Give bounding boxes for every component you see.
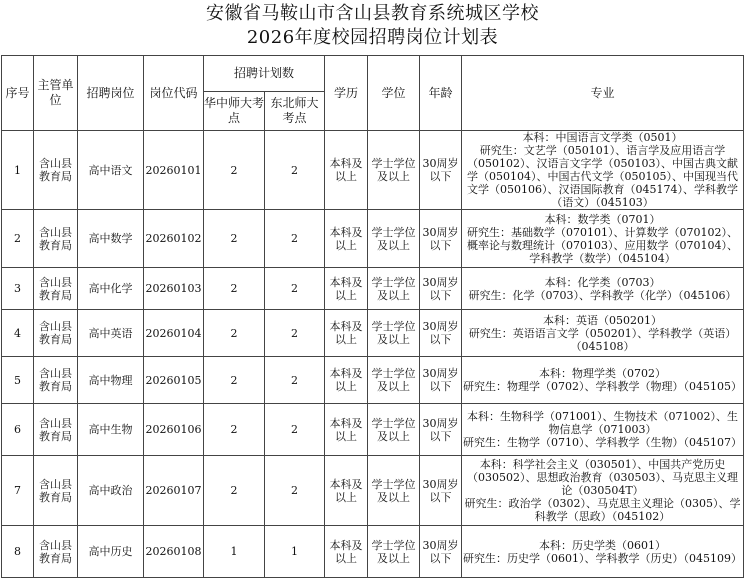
row-site-huazhong: 2: [204, 310, 265, 357]
row-education: 本科及以上: [325, 456, 368, 526]
row-age: 30周岁以下: [420, 526, 462, 578]
row-unit: 含山县教育局: [34, 456, 78, 526]
row-major: 本科：历史学类（0601） 研究生：历史学（0601）、学科教学（历史）（045109）: [462, 526, 744, 578]
row-degree: 学士学位及以上: [368, 310, 420, 357]
document-subtitle: 2026年度校园招聘岗位计划表: [246, 27, 499, 48]
header-major: 专业: [462, 56, 744, 131]
row-major: 本科：数学类（0701） 研究生：基础数学（070101）、计算数学（070102）、概率论与数理统计（070103）、应用数学（070104）、学科教学（数学）（045104）: [462, 210, 744, 268]
row-site-dongbei: 2: [265, 131, 325, 210]
row-age: 30周岁以下: [420, 310, 462, 357]
row-age: 30周岁以下: [420, 404, 462, 456]
row-degree: 学士学位及以上: [368, 268, 420, 310]
row-site-huazhong: 2: [204, 210, 265, 268]
row-education: 本科及以上: [325, 131, 368, 210]
row-code: 20260101: [144, 131, 204, 210]
row-seq: 4: [2, 310, 34, 357]
row-site-dongbei: 2: [265, 404, 325, 456]
row-unit: 含山县教育局: [34, 210, 78, 268]
table-row: [2, 268, 744, 310]
row-post: 高中化学: [78, 268, 144, 310]
row-degree: 学士学位及以上: [368, 404, 420, 456]
row-unit: 含山县教育局: [34, 268, 78, 310]
header-unit: 主管单位: [34, 56, 78, 131]
row-code: 20260107: [144, 456, 204, 526]
table-row: [2, 131, 744, 210]
row-post: 高中生物: [78, 404, 144, 456]
row-education: 本科及以上: [325, 310, 368, 357]
row-education: 本科及以上: [325, 210, 368, 268]
row-site-dongbei: 2: [265, 456, 325, 526]
table-body: [2, 131, 744, 578]
row-major: 本科：英语（050201） 研究生：英语语言文学（050201）、学科教学（英语）（045108）: [462, 310, 744, 357]
row-code: 20260108: [144, 526, 204, 578]
row-post: 高中历史: [78, 526, 144, 578]
row-post: 高中数学: [78, 210, 144, 268]
row-age: 30周岁以下: [420, 268, 462, 310]
row-seq: 2: [2, 210, 34, 268]
row-post: 高中物理: [78, 357, 144, 404]
row-site-dongbei: 2: [265, 357, 325, 404]
row-post: 高中英语: [78, 310, 144, 357]
row-post: 高中政治: [78, 456, 144, 526]
row-site-dongbei: 2: [265, 210, 325, 268]
row-site-dongbei: 2: [265, 310, 325, 357]
document-title: 安徽省马鞍山市含山县教育系统城区学校: [206, 3, 539, 24]
row-education: 本科及以上: [325, 268, 368, 310]
row-age: 30周岁以下: [420, 357, 462, 404]
row-degree: 学士学位及以上: [368, 526, 420, 578]
row-major: 本科：科学社会主义（030501）、中国共产党历史（030502）、思想政治教育（030503）、马克思主义理论（030504T） 研究生：政治学（0302）、马克思主义理论（0305）、学科教学（思政）（045102）: [462, 456, 744, 526]
header-plan: 招聘计划数: [204, 56, 325, 92]
row-degree: 学士学位及以上: [368, 131, 420, 210]
row-age: 30周岁以下: [420, 456, 462, 526]
header-site-dongbei: 东北师大考点: [265, 92, 325, 131]
table-row: [2, 357, 744, 404]
row-unit: 含山县教育局: [34, 357, 78, 404]
header-education: 学历: [325, 56, 368, 131]
row-education: 本科及以上: [325, 357, 368, 404]
header-post: 招聘岗位: [78, 56, 144, 131]
header-degree: 学位: [368, 56, 420, 131]
row-unit: 含山县教育局: [34, 310, 78, 357]
row-unit: 含山县教育局: [34, 131, 78, 210]
row-code: 20260103: [144, 268, 204, 310]
row-site-dongbei: 2: [265, 268, 325, 310]
row-code: 20260102: [144, 210, 204, 268]
header-seq: 序号: [2, 56, 34, 131]
row-education: 本科及以上: [325, 526, 368, 578]
row-post: 高中语文: [78, 131, 144, 210]
row-code: 20260106: [144, 404, 204, 456]
row-site-dongbei: 1: [265, 526, 325, 578]
row-seq: 1: [2, 131, 34, 210]
row-unit: 含山县教育局: [34, 404, 78, 456]
table-row: [2, 456, 744, 526]
row-site-huazhong: 2: [204, 357, 265, 404]
table-row: [2, 210, 744, 268]
header-age: 年龄: [420, 56, 462, 131]
row-site-huazhong: 1: [204, 526, 265, 578]
row-seq: 6: [2, 404, 34, 456]
row-education: 本科及以上: [325, 404, 368, 456]
header-site-huazhong: 华中师大考点: [204, 92, 265, 131]
recruitment-plan-table: [1, 55, 744, 578]
table-row: [2, 310, 744, 357]
header-code: 岗位代码: [144, 56, 204, 131]
row-major: 本科：中国语言文学类（0501） 研究生：文艺学（050101）、语言学及应用语言学（050102）、汉语言文字学（050103）、中国古典文献学（050104）、中国古代文学（050105）、中国现当代文学（050106）、汉语国际教育（045174）、学科教学（语文）（045103）: [462, 131, 744, 210]
row-major: 本科：化学类（0703） 研究生：化学（0703）、学科教学（化学）（045106）: [462, 268, 744, 310]
row-age: 30周岁以下: [420, 210, 462, 268]
row-degree: 学士学位及以上: [368, 357, 420, 404]
row-degree: 学士学位及以上: [368, 210, 420, 268]
table-row: [2, 404, 744, 456]
row-major: 本科：生物科学（071001）、生物技术（071002）、生物信息学（071003） 研究生：生物学（0710）、学科教学（生物）（045107）: [462, 404, 744, 456]
row-seq: 3: [2, 268, 34, 310]
row-unit: 含山县教育局: [34, 526, 78, 578]
row-major: 本科：物理学类（0702） 研究生：物理学（0702）、学科教学（物理）（045105）: [462, 357, 744, 404]
row-age: 30周岁以下: [420, 131, 462, 210]
row-seq: 5: [2, 357, 34, 404]
row-site-huazhong: 2: [204, 404, 265, 456]
row-degree: 学士学位及以上: [368, 456, 420, 526]
row-code: 20260104: [144, 310, 204, 357]
row-code: 20260105: [144, 357, 204, 404]
table-row: [2, 526, 744, 578]
row-seq: 7: [2, 456, 34, 526]
row-site-huazhong: 2: [204, 268, 265, 310]
row-site-huazhong: 2: [204, 456, 265, 526]
row-site-huazhong: 2: [204, 131, 265, 210]
row-seq: 8: [2, 526, 34, 578]
